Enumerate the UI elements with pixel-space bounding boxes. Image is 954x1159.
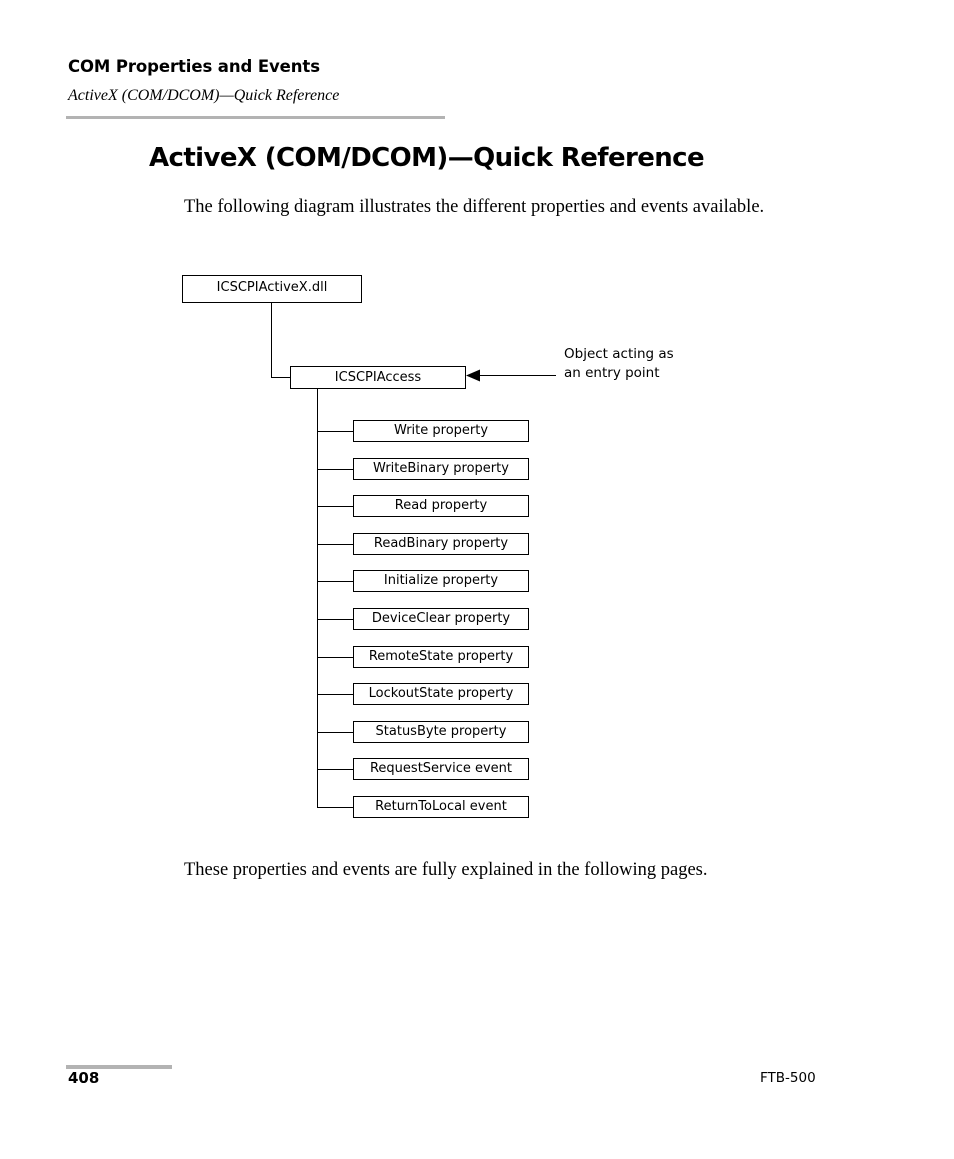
header-section-title: COM Properties and Events (68, 57, 320, 76)
member-connector (317, 431, 353, 432)
root-node: ICSCPIActiveX.dll (182, 275, 362, 303)
member-connector (317, 807, 353, 808)
member-node: Read property (353, 495, 529, 517)
member-connector (317, 581, 353, 582)
member-node: RemoteState property (353, 646, 529, 668)
member-connector (317, 469, 353, 470)
member-node: RequestService event (353, 758, 529, 780)
member-connector (317, 732, 353, 733)
intro-paragraph: The following diagram illustrates the different properties and events available. (184, 197, 765, 217)
member-node: LockoutState property (353, 683, 529, 705)
entry-node: ICSCPIAccess (290, 366, 466, 389)
outro-paragraph: These properties and events are fully explained in the following pages. (184, 860, 708, 880)
member-node: Initialize property (353, 570, 529, 592)
page-title: ActiveX (COM/DCOM)—Quick Reference (149, 143, 705, 173)
member-node: Write property (353, 420, 529, 442)
member-connector (317, 657, 353, 658)
member-connector (317, 544, 353, 545)
member-node: DeviceClear property (353, 608, 529, 630)
product-name: FTB-500 (760, 1070, 816, 1086)
callout-arrow-line (478, 375, 556, 376)
member-node: WriteBinary property (353, 458, 529, 480)
root-connector-vertical (271, 303, 272, 377)
header-subtitle: ActiveX (COM/DCOM)—Quick Reference (68, 87, 340, 104)
callout-label: Object acting as an entry point (564, 346, 674, 381)
members-trunk (317, 389, 318, 808)
page-number: 408 (68, 1069, 100, 1087)
member-connector (317, 694, 353, 695)
header-rule (66, 116, 445, 119)
member-node: StatusByte property (353, 721, 529, 743)
member-connector (317, 769, 353, 770)
callout-arrowhead (466, 368, 480, 383)
member-node: ReturnToLocal event (353, 796, 529, 818)
root-connector-horizontal (271, 377, 290, 378)
member-node: ReadBinary property (353, 533, 529, 555)
member-connector (317, 506, 353, 507)
member-connector (317, 619, 353, 620)
